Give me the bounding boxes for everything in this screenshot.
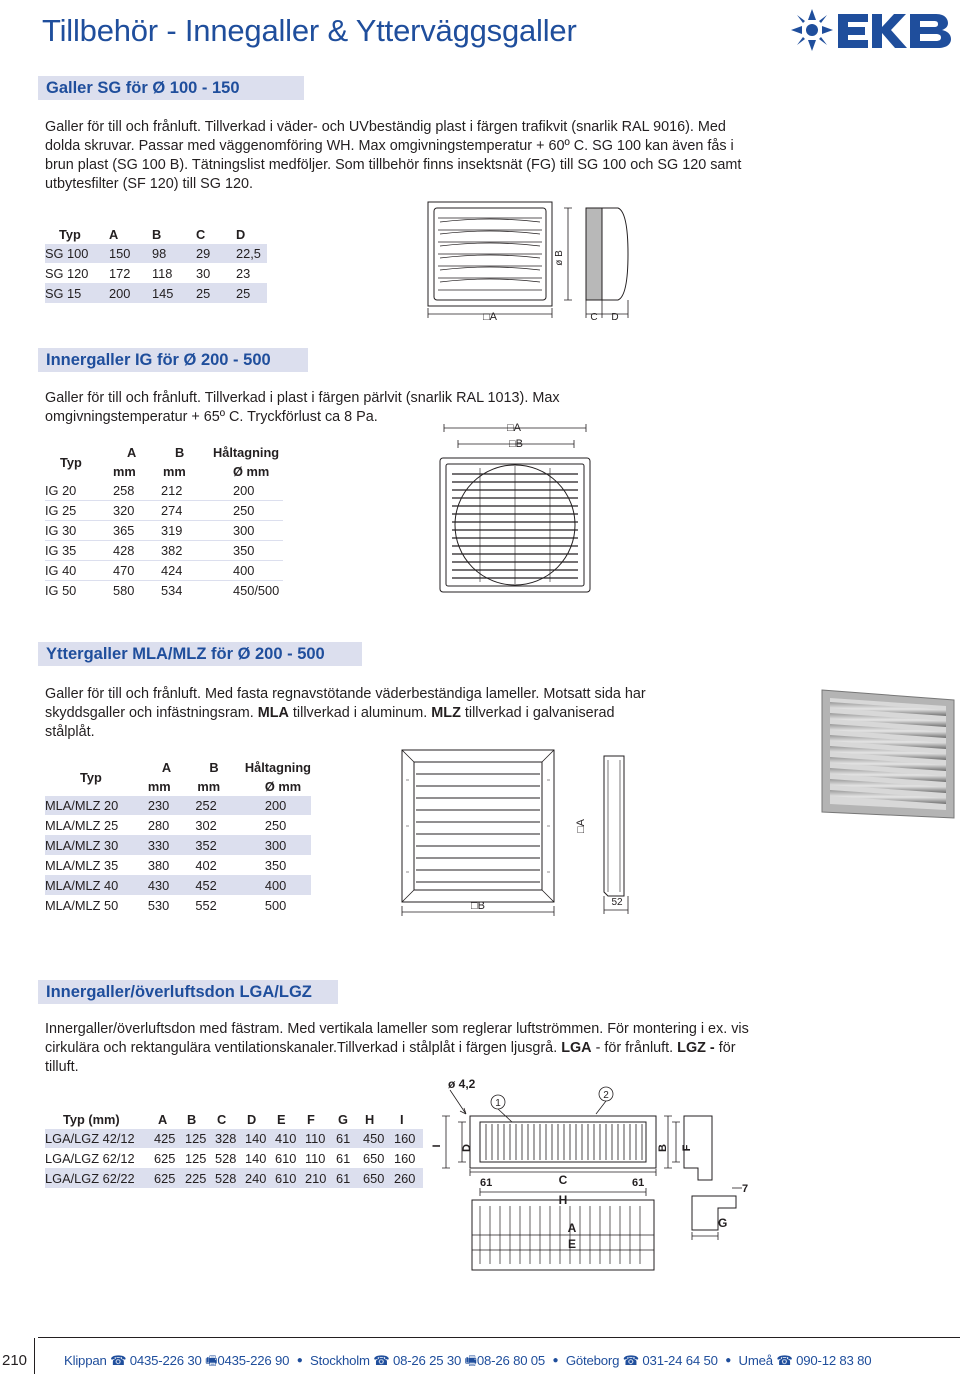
table-cell: 25 xyxy=(236,284,267,304)
table-header: A xyxy=(161,760,172,775)
table-cell: IG 50 xyxy=(45,583,77,598)
footer-phone: 031-24 64 50 xyxy=(642,1353,718,1368)
table-cell: MLA/MLZ 20 xyxy=(45,796,148,816)
table-header-row xyxy=(45,1110,423,1129)
table-row xyxy=(45,816,311,836)
table-header: mm xyxy=(147,779,171,794)
table-row xyxy=(45,856,311,876)
table-header: F xyxy=(307,1112,315,1127)
drawing-label-a: □A xyxy=(507,422,521,434)
drawing-label-g: G xyxy=(718,1216,728,1230)
table-cell: 118 xyxy=(152,264,196,284)
table-row xyxy=(45,896,311,916)
table-cell: 319 xyxy=(161,521,213,541)
table-cell: 580 xyxy=(113,583,135,598)
table-header-row xyxy=(45,758,311,777)
table-cell: MLA/MLZ 30 xyxy=(45,836,148,856)
table-header-row xyxy=(45,443,283,462)
footer-city: Umeå xyxy=(738,1353,773,1368)
table-cell: 258 xyxy=(113,481,161,501)
table-row xyxy=(45,541,283,561)
spec-table-ig xyxy=(45,443,283,600)
table-cell: 260 xyxy=(394,1169,423,1189)
drawing-label-i: I xyxy=(431,1144,443,1148)
paragraph-text: för tilluft. xyxy=(45,1040,736,1075)
table-cell: 98 xyxy=(152,244,196,264)
table-cell: MLA/MLZ 50 xyxy=(45,898,119,913)
footer-phone: 08-26 25 30 xyxy=(392,1353,462,1368)
page-number: 210 xyxy=(2,1352,28,1369)
table-cell: 252 xyxy=(195,796,244,816)
footer-city: Klippan xyxy=(64,1353,107,1368)
table-cell: 125 xyxy=(185,1149,215,1169)
bullet-icon: ● xyxy=(552,1355,559,1366)
table-cell: 552 xyxy=(195,898,217,913)
fax-icon: 🖷 xyxy=(205,1353,218,1368)
table-cell: LGA/LGZ 62/22 xyxy=(45,1169,154,1189)
drawing-label-n1: 1 xyxy=(495,1098,501,1109)
mla-grille-photo xyxy=(818,686,958,820)
drawing-label-c: C xyxy=(558,1173,568,1187)
table-cell: LGA/LGZ 42/12 xyxy=(45,1129,154,1149)
ig-grille-drawing xyxy=(428,418,598,596)
section-paragraph-mla xyxy=(45,685,655,742)
table-header: Ø mm xyxy=(233,464,270,479)
spec-table-mla xyxy=(45,758,311,915)
table-cell: 30 xyxy=(196,264,236,284)
bullet-icon: ● xyxy=(296,1355,303,1366)
table-header: B xyxy=(209,760,219,775)
table-cell: 528 xyxy=(215,1149,245,1169)
table-cell: 172 xyxy=(109,264,152,284)
footer-rule xyxy=(38,1337,960,1338)
table-cell: 400 xyxy=(213,561,283,581)
bullet-icon: ● xyxy=(725,1355,732,1366)
table-cell: 402 xyxy=(195,856,244,876)
table-header: Typ xyxy=(59,227,81,242)
table-cell: 425 xyxy=(154,1129,185,1149)
table-row xyxy=(45,581,283,601)
table-cell: 61 xyxy=(336,1169,363,1189)
table-header: mm xyxy=(197,779,221,794)
table-cell: 400 xyxy=(245,876,311,896)
table-row xyxy=(45,521,283,541)
paragraph-text: tillverkad i aluminum. xyxy=(288,705,432,721)
table-cell: SG 120 xyxy=(45,264,109,284)
table-cell: 382 xyxy=(161,541,213,561)
table-header: Typ xyxy=(80,769,102,785)
phone-icon: ☎ xyxy=(110,1353,127,1368)
paragraph-bold: LGA xyxy=(561,1040,592,1056)
lga-grille-drawing xyxy=(431,1070,760,1282)
table-cell: 200 xyxy=(245,796,311,816)
table-cell: 240 xyxy=(245,1169,275,1189)
table-cell: 330 xyxy=(148,836,195,856)
table-cell: 22,5 xyxy=(236,244,267,264)
sg-grille-drawing xyxy=(418,196,644,324)
table-row xyxy=(45,1149,423,1169)
drawing-label-a: A xyxy=(567,1221,577,1235)
table-cell: 212 xyxy=(161,481,213,501)
drawing-label-hole: ø 4,2 xyxy=(448,1077,476,1091)
table-cell: 320 xyxy=(113,501,161,521)
drawing-label-a: □A xyxy=(483,311,497,323)
table-cell: 280 xyxy=(148,816,195,836)
table-cell: IG 40 xyxy=(45,561,113,581)
table-row xyxy=(45,561,283,581)
table-cell: 625 xyxy=(154,1169,185,1189)
table-header: Typ (mm) xyxy=(63,1112,120,1127)
drawing-label-b: □B xyxy=(471,900,485,912)
phone-icon: ☎ xyxy=(776,1353,793,1368)
drawing-label-61b: 61 xyxy=(632,1177,645,1189)
table-cell: 110 xyxy=(305,1149,336,1169)
drawing-label-d: D xyxy=(611,312,619,323)
table-cell: 125 xyxy=(185,1129,215,1149)
table-cell: 225 xyxy=(185,1169,215,1189)
section-heading-lga: Innergaller/överluftsdon LGA/LGZ xyxy=(38,980,338,1004)
table-header: mm xyxy=(163,464,186,479)
drawing-label-depth: 52 xyxy=(611,897,623,908)
table-cell: 140 xyxy=(245,1149,275,1169)
table-header: Typ xyxy=(60,454,82,470)
footer-contacts xyxy=(64,1352,871,1374)
table-header-row xyxy=(45,225,267,244)
table-header: C xyxy=(217,1112,227,1127)
table-cell: 302 xyxy=(195,816,244,836)
table-cell: 610 xyxy=(275,1169,305,1189)
table-cell: SG 15 xyxy=(45,284,109,304)
table-cell: 250 xyxy=(213,501,283,521)
fax-icon: 🖷 xyxy=(464,1353,477,1368)
table-cell: IG 20 xyxy=(45,481,113,501)
table-cell: 230 xyxy=(148,796,195,816)
footer-phone: 090-12 83 80 xyxy=(796,1353,872,1368)
table-cell: 650 xyxy=(363,1169,394,1189)
table-cell: 410 xyxy=(275,1129,305,1149)
table-header: G xyxy=(338,1112,348,1127)
section-paragraph-lga xyxy=(45,1020,763,1077)
table-row xyxy=(45,796,311,816)
table-cell: 350 xyxy=(213,541,283,561)
table-header: E xyxy=(277,1112,286,1127)
table-cell: MLA/MLZ 35 xyxy=(45,856,148,876)
table-cell: 200 xyxy=(109,284,152,304)
footer-phone: 0435-226 30 xyxy=(129,1353,202,1368)
drawing-label-d: D xyxy=(461,1144,473,1152)
drawing-label-e: E xyxy=(567,1237,577,1251)
footer-city: Göteborg xyxy=(565,1353,620,1368)
table-header: Håltagning xyxy=(244,760,311,775)
section-paragraph-ig: Galler för till och frånluft. Tillverkad i plast i färgen pärlvit (snarlik RAL 1013). Max omgivningstemperatur + 65º C. Tryckförlust ca 8 Pa. xyxy=(45,390,560,425)
table-row xyxy=(45,481,283,501)
table-header: Håltagning xyxy=(213,445,280,460)
table-cell: 274 xyxy=(161,501,213,521)
paragraph-bold: MLZ xyxy=(431,705,461,721)
paragraph-text: tillverkad i galvaniserad stålplåt. xyxy=(45,705,615,740)
table-cell: 250 xyxy=(245,816,311,836)
table-cell: 424 xyxy=(161,561,213,581)
footer-fax: 0435-226 90 xyxy=(217,1353,290,1368)
table-row xyxy=(45,1169,423,1189)
spec-table-sg xyxy=(45,225,267,304)
table-cell: IG 25 xyxy=(45,501,113,521)
table-header: A xyxy=(158,1112,168,1127)
page-number-rule xyxy=(34,1338,35,1374)
table-cell: 150 xyxy=(109,244,152,264)
table-cell: IG 35 xyxy=(45,541,113,561)
drawing-label-f: F xyxy=(681,1144,693,1152)
table-cell: 428 xyxy=(113,541,161,561)
section-heading-mla: Yttergaller MLA/MLZ för Ø 200 - 500 xyxy=(38,642,362,666)
table-row xyxy=(45,501,283,521)
table-cell: 352 xyxy=(195,836,244,856)
drawing-label-c: C xyxy=(590,312,598,323)
drawing-label-b: B xyxy=(657,1144,669,1152)
table-cell: 23 xyxy=(236,264,267,284)
drawing-label-a: □A xyxy=(575,819,587,833)
table-header: D xyxy=(247,1112,257,1127)
table-cell: 534 xyxy=(161,583,183,598)
table-cell: 61 xyxy=(336,1129,363,1149)
table-cell: 300 xyxy=(245,836,311,856)
table-cell: SG 100 xyxy=(45,244,109,264)
table-cell: 450/500 xyxy=(233,583,280,598)
paragraph-text: Galler för till och frånluft. Med fasta regnavstötande väderbeständiga lameller. Motsatt sida har skyddsgaller och infästningsram. xyxy=(45,686,646,721)
ekb-logo-icon xyxy=(790,8,956,54)
table-cell: 452 xyxy=(195,876,244,896)
table-header: D xyxy=(236,227,246,242)
table-cell: LGA/LGZ 62/12 xyxy=(45,1149,154,1169)
table-cell: 530 xyxy=(147,898,170,913)
table-header: I xyxy=(400,1112,404,1127)
table-cell: 328 xyxy=(215,1129,245,1149)
table-row xyxy=(45,836,311,856)
drawing-label-b: ø B xyxy=(554,250,565,266)
paragraph-bold: LGZ - xyxy=(677,1040,715,1056)
table-row xyxy=(45,876,311,896)
table-cell: 500 xyxy=(264,898,287,913)
table-header: Ø mm xyxy=(264,779,302,794)
spec-table-lga xyxy=(45,1110,423,1189)
page-title: Tillbehör - Innegaller & Ytterväggsgaller xyxy=(42,13,577,48)
drawing-label-n2: 2 xyxy=(603,1090,609,1101)
table-cell: 365 xyxy=(113,521,161,541)
table-header: B xyxy=(152,227,162,242)
phone-icon: ☎ xyxy=(373,1353,390,1368)
table-cell: 350 xyxy=(245,856,311,876)
footer-fax: 08-26 80 05 xyxy=(476,1353,546,1368)
paragraph-bold: MLA xyxy=(257,705,289,721)
drawing-label-h: H xyxy=(558,1193,568,1207)
table-cell: 61 xyxy=(336,1149,363,1169)
table-cell: 650 xyxy=(363,1149,394,1169)
table-cell: 145 xyxy=(152,284,196,304)
table-cell: 470 xyxy=(113,561,161,581)
table-cell: MLA/MLZ 25 xyxy=(45,816,148,836)
paragraph-text: Innergaller/överluftsdon med fästram. Med vertikala lameller som reglerar luftströmmen. För montering i ex. vis cirkulära och rektangulära ventilationskanaler.Tillverkad i stålplåt i färgen ljusgrå. xyxy=(45,1021,749,1056)
phone-icon: ☎ xyxy=(622,1353,639,1368)
table-cell: 300 xyxy=(213,521,283,541)
table-cell: 210 xyxy=(305,1169,336,1189)
table-cell: 160 xyxy=(394,1149,423,1169)
table-cell: 528 xyxy=(215,1169,245,1189)
table-cell: MLA/MLZ 40 xyxy=(45,876,148,896)
drawing-label-61a: 61 xyxy=(480,1177,493,1189)
table-cell: 625 xyxy=(154,1149,185,1169)
table-row xyxy=(45,244,267,264)
table-header: mm xyxy=(113,464,136,479)
table-header: A xyxy=(109,227,119,242)
drawing-label-7: 7 xyxy=(742,1183,749,1195)
table-header: B xyxy=(175,445,185,460)
paragraph-text: - för frånluft. xyxy=(591,1040,678,1056)
table-cell: 140 xyxy=(245,1129,275,1149)
footer-city: Stockholm xyxy=(310,1353,370,1368)
section-heading-sg: Galler SG för Ø 100 - 150 xyxy=(38,76,304,100)
table-cell: 29 xyxy=(196,244,236,264)
table-header: H xyxy=(365,1112,375,1127)
table-cell: 380 xyxy=(148,856,195,876)
drawing-label-b: □B xyxy=(509,438,523,450)
table-cell: 110 xyxy=(305,1129,336,1149)
table-cell: 430 xyxy=(148,876,195,896)
table-row xyxy=(45,264,267,284)
table-cell: 610 xyxy=(275,1149,305,1169)
table-row xyxy=(45,284,267,304)
table-header: C xyxy=(196,227,206,242)
table-cell: 450 xyxy=(363,1129,394,1149)
table-cell: 25 xyxy=(196,284,236,304)
mla-grille-drawing xyxy=(392,746,636,918)
table-header: A xyxy=(127,445,137,460)
section-heading-ig: Innergaller IG för Ø 200 - 500 xyxy=(38,348,308,372)
table-header: B xyxy=(187,1112,197,1127)
section-paragraph-sg: Galler för till och frånluft. Tillverkad i väder- och UVbeständig plast i färgen trafikvit (snarlik RAL 9016). Med dolda skruvar. Passar med väggenomföring WH. Max omgivningstemperatur + 60º C. SG 100 kan även fås i brun plast (SG 100 B). Tätningslist medföljer. Som tillbehör finns insektsnät (FG) till SG 100 och SG 120 samt utbytesfilter (SF 120) till SG 120. xyxy=(45,119,742,192)
table-cell: 160 xyxy=(394,1129,423,1149)
table-row xyxy=(45,1129,423,1149)
table-cell: IG 30 xyxy=(45,521,113,541)
table-cell: 200 xyxy=(213,481,283,501)
